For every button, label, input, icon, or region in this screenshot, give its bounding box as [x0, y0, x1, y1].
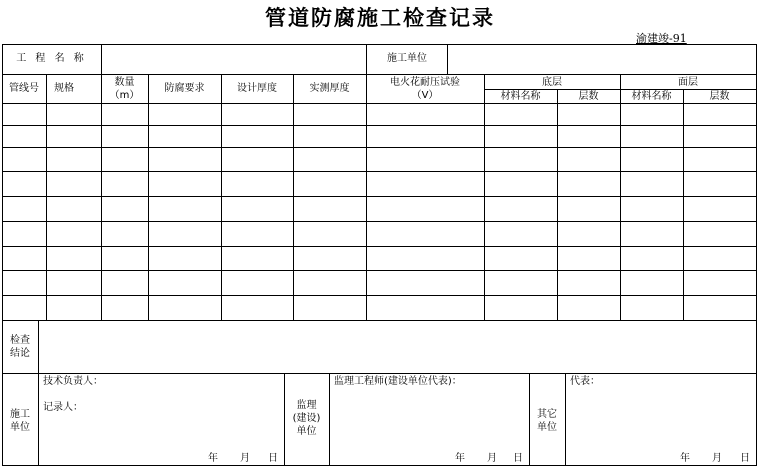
- header-base-layer: 底层: [542, 77, 562, 88]
- form-title: 管道防腐施工检查记录: [265, 5, 495, 30]
- table-cell[interactable]: [621, 296, 683, 320]
- tech-lead-label: 技术负责人：: [43, 376, 103, 387]
- table-cell[interactable]: [47, 222, 101, 246]
- table-cell[interactable]: [621, 172, 683, 196]
- other-date-year: 年: [680, 453, 690, 464]
- table-cell[interactable]: [222, 104, 293, 125]
- inspection-label: 检查: [10, 335, 30, 346]
- table-cell[interactable]: [149, 172, 221, 196]
- table-cell[interactable]: [47, 271, 101, 295]
- table-cell[interactable]: [102, 104, 148, 125]
- table-cell[interactable]: [149, 126, 221, 147]
- header-spark-test-unit: （V）: [411, 90, 439, 101]
- table-cell[interactable]: [294, 126, 366, 147]
- table-cell[interactable]: [558, 172, 620, 196]
- header-base-count: 层数: [578, 91, 599, 102]
- table-cell[interactable]: [684, 126, 756, 147]
- construction-unit-label-2: 单位: [10, 422, 30, 433]
- form-code: 渝建竣-91: [636, 32, 687, 45]
- table-cell[interactable]: [149, 148, 221, 171]
- table-cell[interactable]: [222, 197, 293, 221]
- table-cell[interactable]: [558, 104, 620, 125]
- table-cell[interactable]: [222, 172, 293, 196]
- table-cell[interactable]: [485, 271, 557, 295]
- table-cell[interactable]: [621, 126, 683, 147]
- table-cell[interactable]: [47, 148, 101, 171]
- table-cell[interactable]: [558, 126, 620, 147]
- other-unit-label-2: 单位: [537, 422, 557, 433]
- table-cell[interactable]: [558, 296, 620, 320]
- table-cell[interactable]: [621, 104, 683, 125]
- supervising-engineer-label: 监理工程师(建设单位代表)：: [334, 376, 462, 387]
- table-cell[interactable]: [3, 271, 46, 295]
- table-cell[interactable]: [294, 148, 366, 171]
- table-cell[interactable]: [222, 247, 293, 270]
- supervision-date-day: 日: [513, 453, 523, 464]
- header-anticorrosion-req: 防腐要求: [164, 83, 205, 94]
- table-cell[interactable]: [367, 172, 484, 196]
- table-cell[interactable]: [3, 222, 46, 246]
- table-cell[interactable]: [367, 296, 484, 320]
- table-cell[interactable]: [149, 197, 221, 221]
- header-design-thickness: 设计厚度: [237, 83, 277, 94]
- table-cell[interactable]: [485, 247, 557, 270]
- table-cell[interactable]: [367, 197, 484, 221]
- table-cell[interactable]: [684, 271, 756, 295]
- table-cell[interactable]: [102, 296, 148, 320]
- contractor-label: 施工单位: [387, 53, 427, 64]
- table-cell[interactable]: [684, 296, 756, 320]
- table-cell[interactable]: [149, 222, 221, 246]
- table-cell[interactable]: [3, 104, 46, 125]
- table-cell[interactable]: [684, 197, 756, 221]
- table-cell[interactable]: [485, 148, 557, 171]
- table-cell[interactable]: [3, 148, 46, 171]
- table-cell[interactable]: [102, 148, 148, 171]
- header-top-layer: 面层: [678, 77, 698, 88]
- table-cell[interactable]: [684, 104, 756, 125]
- table-cell[interactable]: [294, 104, 366, 125]
- table-cell[interactable]: [367, 148, 484, 171]
- table-cell[interactable]: [3, 247, 46, 270]
- table-cell[interactable]: [222, 126, 293, 147]
- construction-date-year: 年: [208, 453, 218, 464]
- table-cell[interactable]: [47, 172, 101, 196]
- table-cell[interactable]: [102, 197, 148, 221]
- table-cell[interactable]: [294, 271, 366, 295]
- header-pipe-no: 管线号: [9, 83, 39, 94]
- table-cell[interactable]: [102, 172, 148, 196]
- header-qty: 数量: [114, 77, 135, 88]
- table-cell[interactable]: [367, 104, 484, 125]
- header-measured-thickness: 实测厚度: [309, 83, 350, 94]
- table-cell[interactable]: [558, 197, 620, 221]
- table-cell[interactable]: [47, 247, 101, 270]
- supervision-date-month: 月: [487, 453, 497, 464]
- table-cell[interactable]: [294, 296, 366, 320]
- table-cell[interactable]: [149, 296, 221, 320]
- other-date-month: 月: [712, 453, 722, 464]
- header-top-material: 材料名称: [631, 91, 672, 102]
- table-cell[interactable]: [684, 148, 756, 171]
- supervision-unit-label: 监理: [296, 400, 317, 411]
- table-cell[interactable]: [684, 247, 756, 270]
- header-qty-unit: （m）: [109, 90, 140, 101]
- table-cell[interactable]: [684, 222, 756, 246]
- table-cell[interactable]: [149, 247, 221, 270]
- table-cell[interactable]: [367, 271, 484, 295]
- construction-unit-label: 施工: [10, 409, 30, 420]
- construction-date-day: 日: [268, 453, 278, 464]
- table-cell[interactable]: [367, 247, 484, 270]
- table-cell[interactable]: [621, 148, 683, 171]
- table-cell[interactable]: [102, 247, 148, 270]
- table-cell[interactable]: [222, 222, 293, 246]
- table-cell[interactable]: [485, 126, 557, 147]
- table-cell[interactable]: [294, 222, 366, 246]
- representative-label: 代表：: [570, 376, 600, 387]
- header-top-count: 层数: [709, 91, 730, 102]
- table-cell[interactable]: [485, 197, 557, 221]
- table-cell[interactable]: [3, 172, 46, 196]
- supervision-unit-label-2: (建设): [292, 413, 321, 424]
- table-cell[interactable]: [621, 247, 683, 270]
- header-base-material: 材料名称: [500, 91, 541, 102]
- header-spark-test: 电火花耐压试验: [390, 77, 460, 88]
- table-cell[interactable]: [3, 126, 46, 147]
- table-cell[interactable]: [222, 296, 293, 320]
- table-cell[interactable]: [294, 197, 366, 221]
- table-cell[interactable]: [684, 172, 756, 196]
- table-cell[interactable]: [3, 296, 46, 320]
- table-cell[interactable]: [222, 148, 293, 171]
- table-cell[interactable]: [367, 126, 484, 147]
- table-cell[interactable]: [558, 247, 620, 270]
- table-cell[interactable]: [47, 197, 101, 221]
- contractor-field[interactable]: [448, 45, 756, 74]
- supervision-unit-label-3: 单位: [296, 426, 317, 437]
- table-cell[interactable]: [558, 271, 620, 295]
- table-cell[interactable]: [102, 271, 148, 295]
- header-spec: 规格: [54, 83, 74, 94]
- table-cell[interactable]: [558, 148, 620, 171]
- table-cell[interactable]: [294, 172, 366, 196]
- table-cell[interactable]: [149, 104, 221, 125]
- table-cell[interactable]: [621, 222, 683, 246]
- table-cell[interactable]: [102, 222, 148, 246]
- table-cell[interactable]: [222, 271, 293, 295]
- table-cell[interactable]: [485, 296, 557, 320]
- inspection-conclusion-field[interactable]: [39, 321, 756, 373]
- inspection-label-2: 结论: [10, 348, 30, 359]
- table-cell[interactable]: [47, 104, 101, 125]
- table-cell[interactable]: [621, 271, 683, 295]
- other-date-day: 日: [740, 453, 750, 464]
- table-cell[interactable]: [485, 172, 557, 196]
- table-cell[interactable]: [3, 197, 46, 221]
- other-unit-label: 其它: [537, 409, 557, 420]
- table-cell[interactable]: [149, 271, 221, 295]
- construction-date-month: 月: [240, 453, 250, 464]
- table-cell[interactable]: [102, 126, 148, 147]
- supervision-date-year: 年: [455, 453, 465, 464]
- table-cell[interactable]: [621, 197, 683, 221]
- project-name-field[interactable]: [102, 45, 366, 74]
- table-cell[interactable]: [485, 222, 557, 246]
- table-cell[interactable]: [367, 222, 484, 246]
- table-cell[interactable]: [294, 247, 366, 270]
- project-name-label: 工 程 名 称: [16, 53, 87, 64]
- recorder-label: 记录人：: [43, 402, 83, 413]
- table-cell[interactable]: [47, 126, 101, 147]
- table-cell[interactable]: [485, 104, 557, 125]
- table-cell[interactable]: [558, 222, 620, 246]
- table-cell[interactable]: [47, 296, 101, 320]
